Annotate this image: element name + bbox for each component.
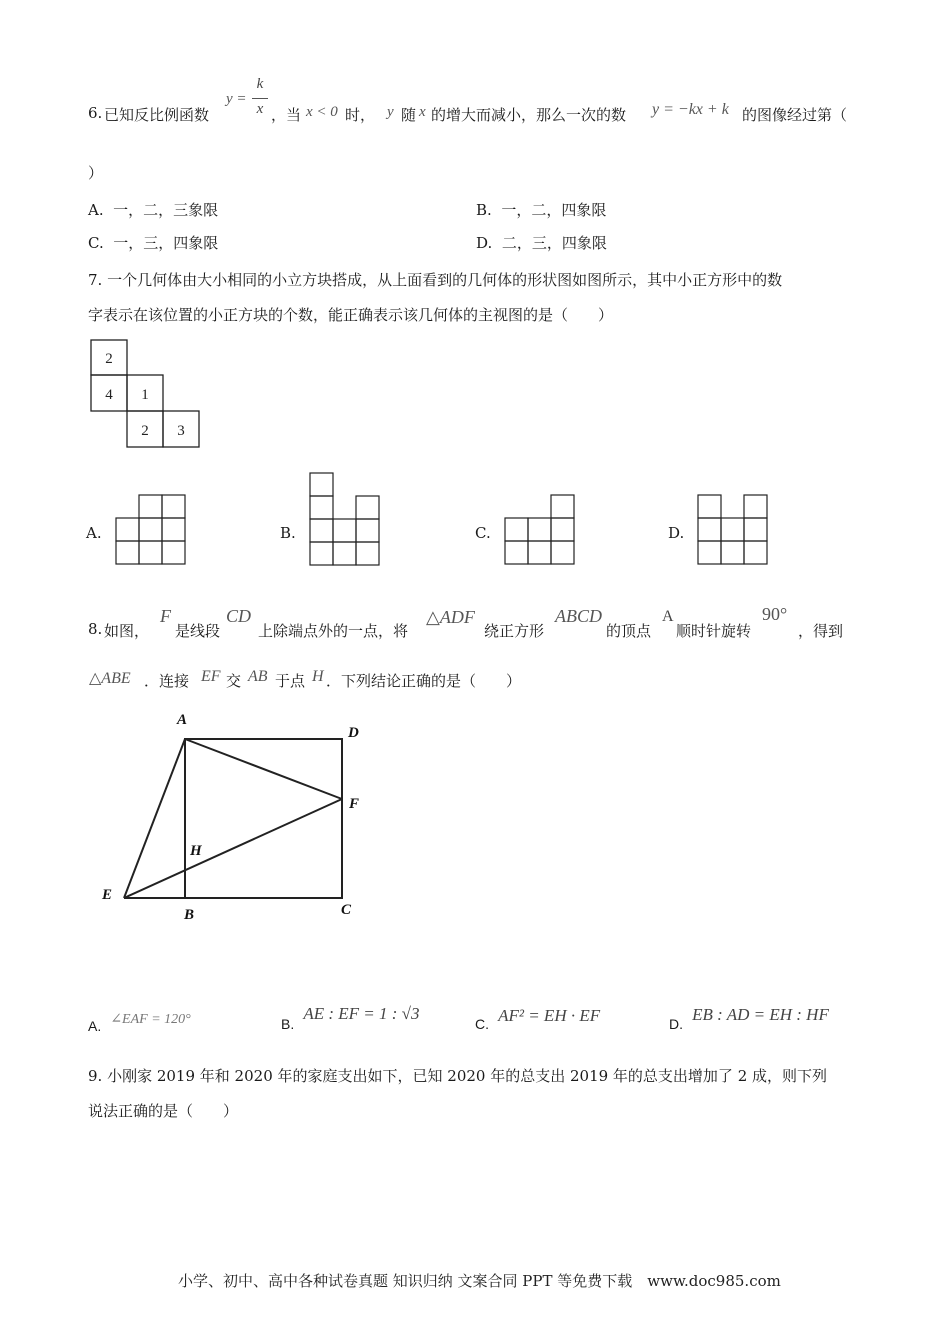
q8-number: 8. xyxy=(88,620,103,638)
q8-option-a[interactable] xyxy=(88,1008,191,1034)
q6-option-c[interactable] xyxy=(88,232,218,253)
q7-option-c-label[interactable]: C. xyxy=(475,524,491,542)
q6-text-6: 的图像经过第（ xyxy=(742,106,848,124)
q8-point-f: F xyxy=(160,606,171,626)
q6-text-3: 时， xyxy=(345,106,376,124)
q8-text-8: ．连接 xyxy=(144,672,190,690)
q9-line-2: 说法正确的是（ ） xyxy=(88,1102,239,1120)
q6-option-b[interactable] xyxy=(476,199,606,220)
q8-text-5: 的顶点 xyxy=(606,622,652,640)
q6-text-5: 的增大而减小，那么一次的数 xyxy=(431,106,627,124)
option-expression: AE : EF = 1 : √3 xyxy=(303,1004,420,1023)
q6-func-lhs: y = xyxy=(226,91,247,107)
q8-vertex-a: A xyxy=(662,608,674,625)
q6-condition: x < 0 xyxy=(306,104,338,120)
grid-number: 2 xyxy=(141,423,149,439)
q8-triangle-abe: △ABE xyxy=(89,670,131,687)
option-label: C. xyxy=(88,234,104,252)
option-text: 一，三，四象限 xyxy=(113,234,219,252)
option-label: A. xyxy=(88,1018,102,1034)
q8-text-7: ，得到 xyxy=(798,622,844,640)
q8-geometry-figure xyxy=(95,706,375,928)
grid-number: 4 xyxy=(105,387,113,403)
q8-square-abcd: ABCD xyxy=(555,606,602,626)
label-e: E xyxy=(102,887,113,903)
q8-text-11: ．下列结论正确的是（ ） xyxy=(326,672,522,690)
q6-linear-function: y = −kx + k xyxy=(652,101,729,118)
q7-option-b-figure[interactable] xyxy=(309,472,383,569)
q6-var-y: y xyxy=(387,104,394,120)
label-b: B xyxy=(184,907,195,923)
label-d: D xyxy=(348,725,359,741)
option-label: D. xyxy=(669,1016,683,1032)
q8-text-3: 上除端点外的一点，将 xyxy=(258,622,409,640)
q8-text-6: 顺时针旋转 xyxy=(676,622,752,640)
q8-option-c[interactable] xyxy=(475,1006,601,1032)
option-label: B. xyxy=(281,1016,295,1032)
q8-option-b[interactable] xyxy=(281,1004,420,1032)
option-text: 一，二，三象限 xyxy=(113,201,219,219)
q6-var-x: x xyxy=(419,104,426,120)
q7-line-2: 字表示在该位置的小正方块的个数，能正确表示该几何体的主视图的是（ ） xyxy=(88,306,614,324)
q9-line-1: 9. 小刚家 2019 年和 2020 年的家庭支出如下，已知 2020 年的总支出 2019 年的总支出增加了 2 成，则下列 xyxy=(88,1067,828,1085)
q8-triangle-adf: △ADF xyxy=(426,607,475,627)
q6-text-2: ，当 xyxy=(271,106,302,124)
grid-number: 1 xyxy=(141,387,149,403)
label-c: C xyxy=(341,902,352,918)
q6-func-denominator: x xyxy=(256,101,264,117)
label-f: F xyxy=(349,796,360,812)
option-expression: EB : AD = EH : HF xyxy=(692,1005,829,1024)
q8-text-10: 于点 xyxy=(275,672,306,690)
label-a: A xyxy=(177,712,188,728)
q7-option-d-figure[interactable] xyxy=(697,494,771,568)
q6-option-d[interactable] xyxy=(476,232,607,253)
q8-point-h: H xyxy=(312,668,324,685)
q6-number: 6. xyxy=(88,104,103,122)
grid-number: 3 xyxy=(177,423,185,439)
option-label: C. xyxy=(475,1016,489,1032)
q8-angle-90: 90° xyxy=(762,604,788,624)
q7-option-c-figure[interactable] xyxy=(504,494,578,568)
q8-text-1: 如图， xyxy=(104,622,150,640)
option-label: B. xyxy=(476,201,492,219)
option-text: 二，三，四象限 xyxy=(501,234,607,252)
option-label: D. xyxy=(476,234,493,252)
label-h: H xyxy=(190,843,202,859)
q8-segment-ab: AB xyxy=(248,668,268,685)
square-abcd xyxy=(185,739,342,898)
q6-func-numerator: k xyxy=(256,76,264,92)
option-text: 一，二，四象限 xyxy=(501,201,607,219)
page-footer: 小学、初中、高中各种试卷真题 知识归纳 文案合同 PPT 等免费下载 www.doc985.com xyxy=(178,1272,781,1290)
q8-text-4: 绕正方形 xyxy=(484,622,545,640)
q8-segment-ef: EF xyxy=(201,668,221,685)
q6-text-4: 随 xyxy=(401,106,417,124)
segment-af xyxy=(185,739,342,799)
q6-option-a[interactable] xyxy=(88,199,218,220)
grid-number: 2 xyxy=(105,351,113,367)
option-label: A. xyxy=(88,201,104,219)
q8-segment-cd: CD xyxy=(226,606,252,626)
q6-fraction-bar xyxy=(252,98,268,99)
option-expression: ∠EAF = 120° xyxy=(110,1012,191,1027)
q7-top-view-figure xyxy=(88,338,203,453)
option-expression: AF² = EH · EF xyxy=(498,1006,601,1025)
q7-option-d-label[interactable]: D. xyxy=(668,524,685,542)
q7-option-a-figure[interactable] xyxy=(115,494,189,568)
q8-text-2: 是线段 xyxy=(175,622,221,640)
q6-text-1: 已知反比例函数 xyxy=(104,106,210,124)
q7-line-1: 7. 一个几何体由大小相同的小立方块搭成，从上面看到的几何体的形状图如图所示，其中小正方形中的数 xyxy=(88,271,783,289)
q6-close-paren: ） xyxy=(88,164,104,182)
q7-option-b-label[interactable]: B. xyxy=(280,524,296,542)
q8-option-d[interactable] xyxy=(669,1005,829,1032)
q7-option-a-label[interactable]: A. xyxy=(86,524,102,542)
q8-text-9: 交 xyxy=(226,672,242,690)
